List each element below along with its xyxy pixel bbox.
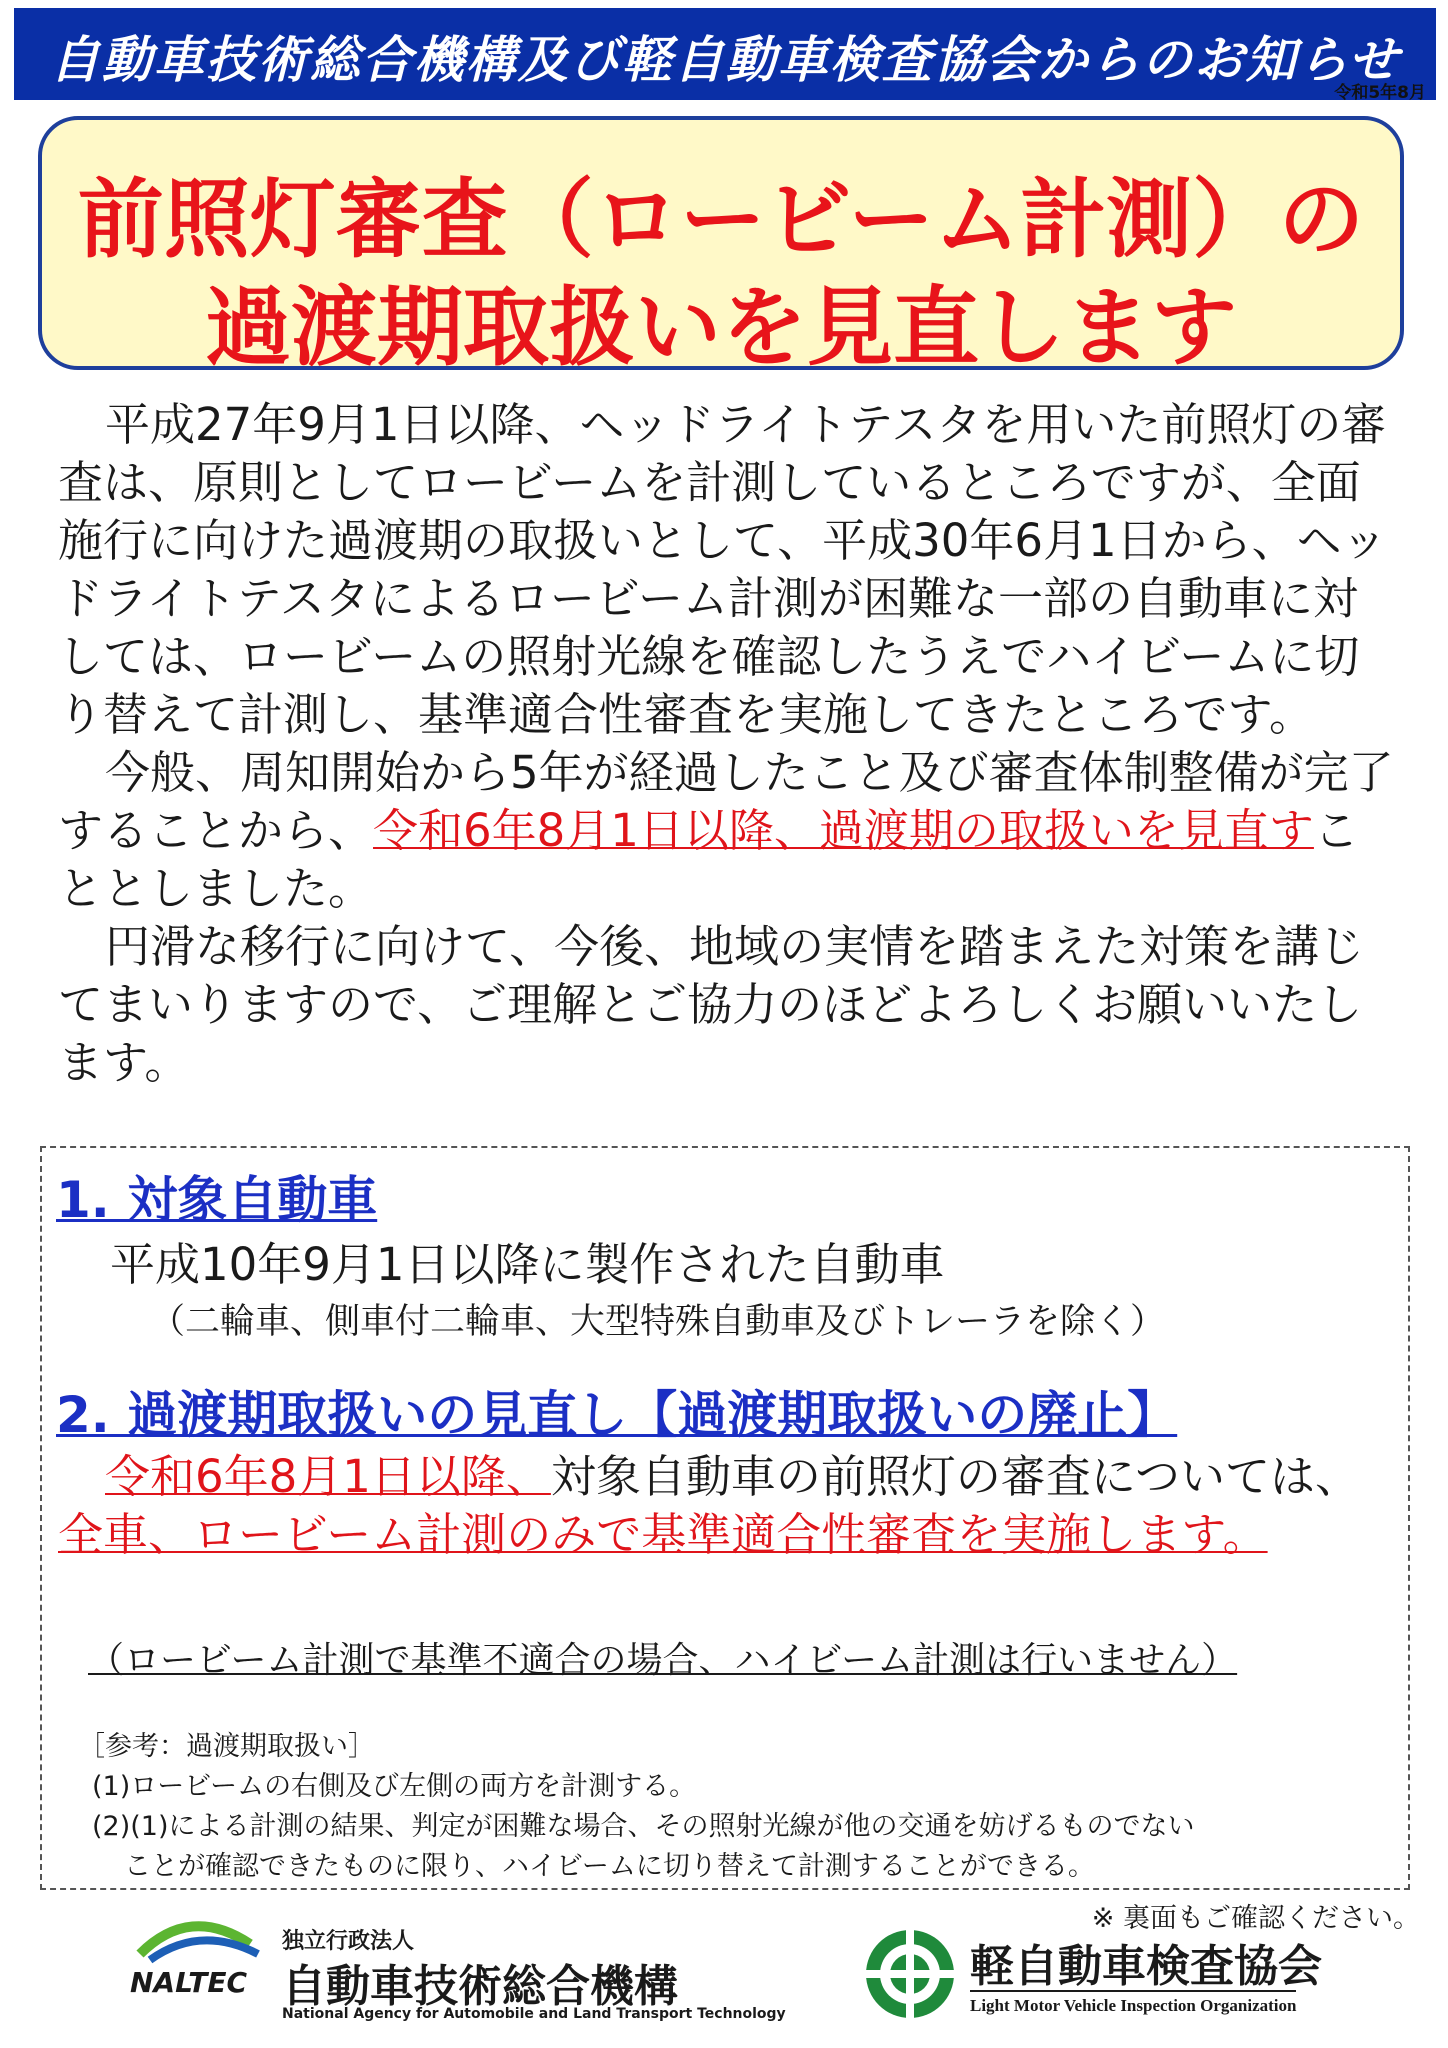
- naltec-emblem-icon: [130, 1914, 270, 1974]
- section1-note: （二輪車、側車付二輪車、大型特殊自動車及びトレーラを除く）: [150, 1302, 1166, 1342]
- section2-heading: 2. 過渡期取扱いの見直し【過渡期取扱いの廃止】: [56, 1386, 1178, 1444]
- intro-body: [58, 396, 1398, 1092]
- header-bar: [14, 8, 1436, 100]
- intro-p2-text-a: 今般、周知開始から5年が経過したこと及び審査体制整備が完了することから、: [58, 746, 1394, 857]
- naltec-name: 自動車技術総合機構: [282, 1961, 678, 2012]
- naltec-type: 独立行政法人: [282, 1929, 415, 1954]
- section2-body: [58, 1448, 1398, 1564]
- back-side-note: ※ 裏面もご確認ください。: [1091, 1903, 1420, 1934]
- section1-body: 平成10年9月1日以降に製作された自動車: [110, 1238, 945, 1291]
- title-box: [38, 116, 1404, 378]
- section2-date-highlight: 令和6年8月1日以降、: [105, 1450, 551, 1503]
- intro-p2-highlight: 令和6年8月1日以降、過渡期の取扱いを見直す: [373, 804, 1314, 857]
- lmv-name: 軽自動車検査協会: [970, 1941, 1322, 1992]
- header-title: 自動車技術総合機構及び軽自動車検査協会からのお知らせ: [49, 31, 1401, 89]
- issue-date: 令和5年8月: [1334, 83, 1426, 103]
- section1-heading: 1. 対象自動車: [56, 1171, 378, 1229]
- title-line-2: 過渡期取扱いを見直します: [205, 278, 1237, 378]
- lmv-english-name: Light Motor Vehicle Inspection Organization: [970, 1990, 1296, 2016]
- intro-paragraph-3: 円滑な移行に向けて、今後、地域の実情を踏まえた対策を講じてまいりますので、ご理解とご協力のほどよろしくお願いいたします。: [58, 920, 1365, 1089]
- reference-title: ［参考：過渡期取扱い］: [78, 1731, 375, 1762]
- reference-item-2-cont: ことが確認できたものに限り、ハイビームに切り替えて計測することができる。: [124, 1851, 1095, 1882]
- reference-item-2: (2)(1)による計測の結果、判定が困難な場合、その照射光線が他の交通を妨げるものでない: [92, 1811, 1195, 1842]
- intro-paragraph-1: 平成27年9月1日以降、ヘッドライトテスタを用いた前照灯の審査は、原則としてロービームを計測しているところですが、全面施行に向けた過渡期の取扱いとして、平成30年6月1日から、ヘッドライトテスタによるロービーム計測が困難な一部の自動車に対しては、ロービームの照射光線を確認したうえでハイビームに切り替えて計測し、基準適合性審査を実施してきたところです。: [58, 398, 1387, 741]
- reference-item-1: (1)ロービームの右側及び左側の両方を計測する。: [92, 1771, 697, 1802]
- title-line-1: 前照灯審査（ロービーム計測）の: [77, 170, 1365, 270]
- naltec-english-name: National Agency for Automobile and Land Transport Technology: [282, 2006, 786, 2022]
- lmv-emblem-icon: [862, 1926, 958, 2022]
- section2-note: （ロービーム計測で基準不適合の場合、ハイビーム計測は行いません）: [88, 1640, 1238, 1681]
- naltec-wordmark: NALTEC: [130, 1966, 248, 1999]
- intro-p2-text-b: こととしました。: [58, 804, 1359, 915]
- section2-rule-highlight: 全車、ロービーム計測のみで基準適合性審査を実施します。: [58, 1508, 1268, 1561]
- section2-text: 対象自動車の前照灯の審査については、: [550, 1450, 1361, 1503]
- intro-paragraph-2: [58, 744, 1398, 918]
- lmv-logo: [862, 1920, 1422, 2040]
- naltec-logo: [130, 1914, 830, 2034]
